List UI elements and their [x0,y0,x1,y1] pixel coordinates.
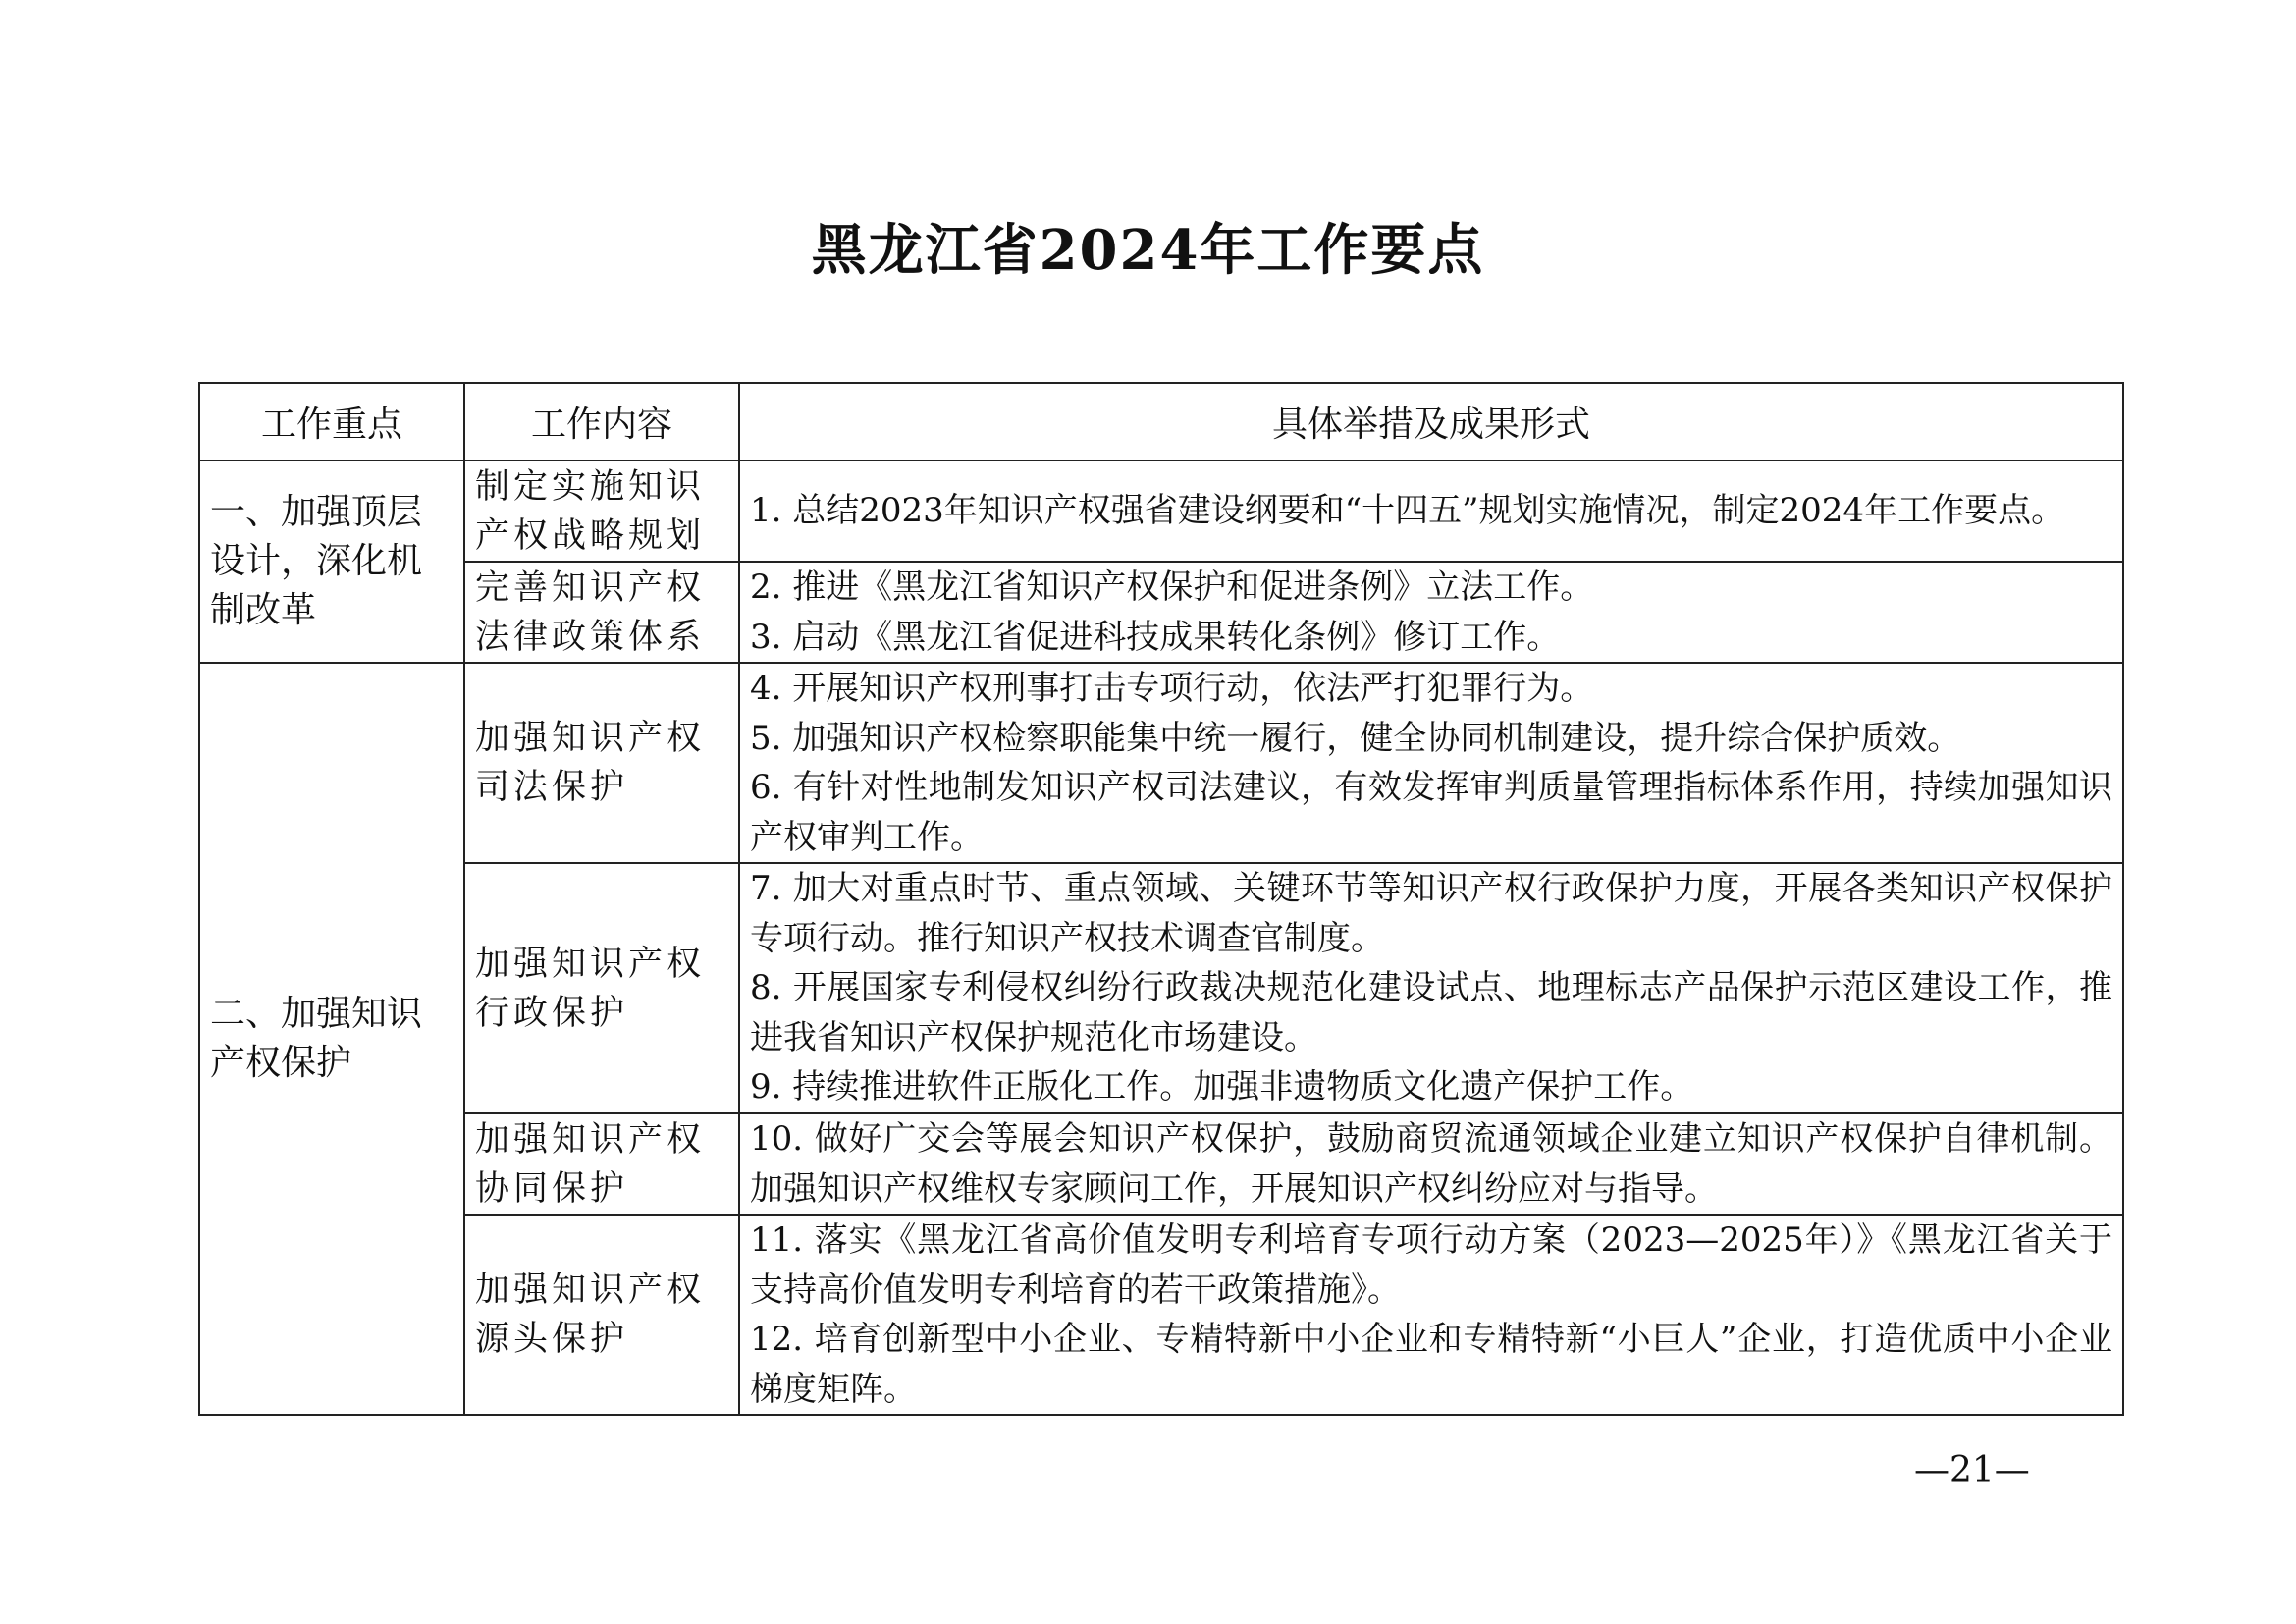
measures-cell [739,562,2123,663]
table-header-row [199,383,2123,460]
table-row [199,460,2123,562]
table-row [199,863,2123,1113]
page-title: 黑龙江省2024年工作要点 [811,218,1485,283]
measure-item: 5. 加强知识产权检察职能集中统一履行，健全协同机制建设，提升综合保护质效。 [750,718,1961,758]
measures-cell [739,1215,2123,1415]
measure-item: 3. 启动《黑龙江省促进科技成果转化条例》修订工作。 [750,617,1561,657]
measure-item: 10. 做好广交会等展会知识产权保护，鼓励商贸流通领域企业建立知识产权保护自律机制。加强知识产权维权专家顾问工作，开展知识产权纠纷应对与指导。 [750,1119,2112,1209]
table-row [199,663,2123,863]
content-cell: 加强知识产权行政保护 [464,863,739,1113]
measure-item: 9. 持续推进软件正版化工作。加强非遗物质文化遗产保护工作。 [750,1067,1694,1108]
measure-item: 12. 培育创新型中小企业、专精特新中小企业和专精特新“小巨人”企业，打造优质中小企业梯度矩阵。 [750,1320,2112,1409]
focus-cell-2: 二、加强知识产权保护 [199,663,464,1415]
measure-item: 6. 有针对性地制发知识产权司法建议，有效发挥审判质量管理指标体系作用，持续加强知识产权审判工作。 [750,768,2112,857]
table-row [199,1215,2123,1415]
table-row [199,1113,2123,1215]
header-focus: 工作重点 [199,383,464,460]
header-content: 工作内容 [464,383,739,460]
focus-cell-1: 一、加强顶层设计，深化机制改革 [199,460,464,663]
measure-item: 7. 加大对重点时节、重点领域、关键环节等知识产权行政保护力度，开展各类知识产权保护专项行动。推行知识产权技术调查官制度。 [750,869,2112,958]
measures-cell [739,863,2123,1113]
measures-cell [739,460,2123,562]
work-plan-table [198,382,2124,1416]
measures-cell [739,1113,2123,1215]
measure-item: 11. 落实《黑龙江省高价值发明专利培育专项行动方案（2023—2025年）》《黑龙江省关于支持高价值发明专利培育的若干政策措施》。 [750,1220,2112,1310]
measure-item: 4. 开展知识产权刑事打击专项行动，依法严打犯罪行为。 [750,669,1594,708]
measure-item: 1. 总结2023年知识产权强省建设纲要和“十四五”规划实施情况，制定2024年工作要点。 [750,491,2065,531]
page-number: —21— [1914,1450,2030,1490]
measures-cell [739,663,2123,863]
measure-item: 2. 推进《黑龙江省知识产权保护和促进条例》立法工作。 [750,568,1594,607]
header-measures: 具体举措及成果形式 [739,383,2123,460]
measure-item: 8. 开展国家专利侵权纠纷行政裁决规范化建设试点、地理标志产品保护示范区建设工作，推进我省知识产权保护规范化市场建设。 [750,968,2112,1057]
content-cell: 加强知识产权源头保护 [464,1215,739,1415]
content-cell: 完善知识产权法律政策体系 [464,562,739,663]
content-cell: 加强知识产权协同保护 [464,1113,739,1215]
content-cell: 加强知识产权司法保护 [464,663,739,863]
content-cell: 制定实施知识产权战略规划 [464,460,739,562]
table-row [199,562,2123,663]
